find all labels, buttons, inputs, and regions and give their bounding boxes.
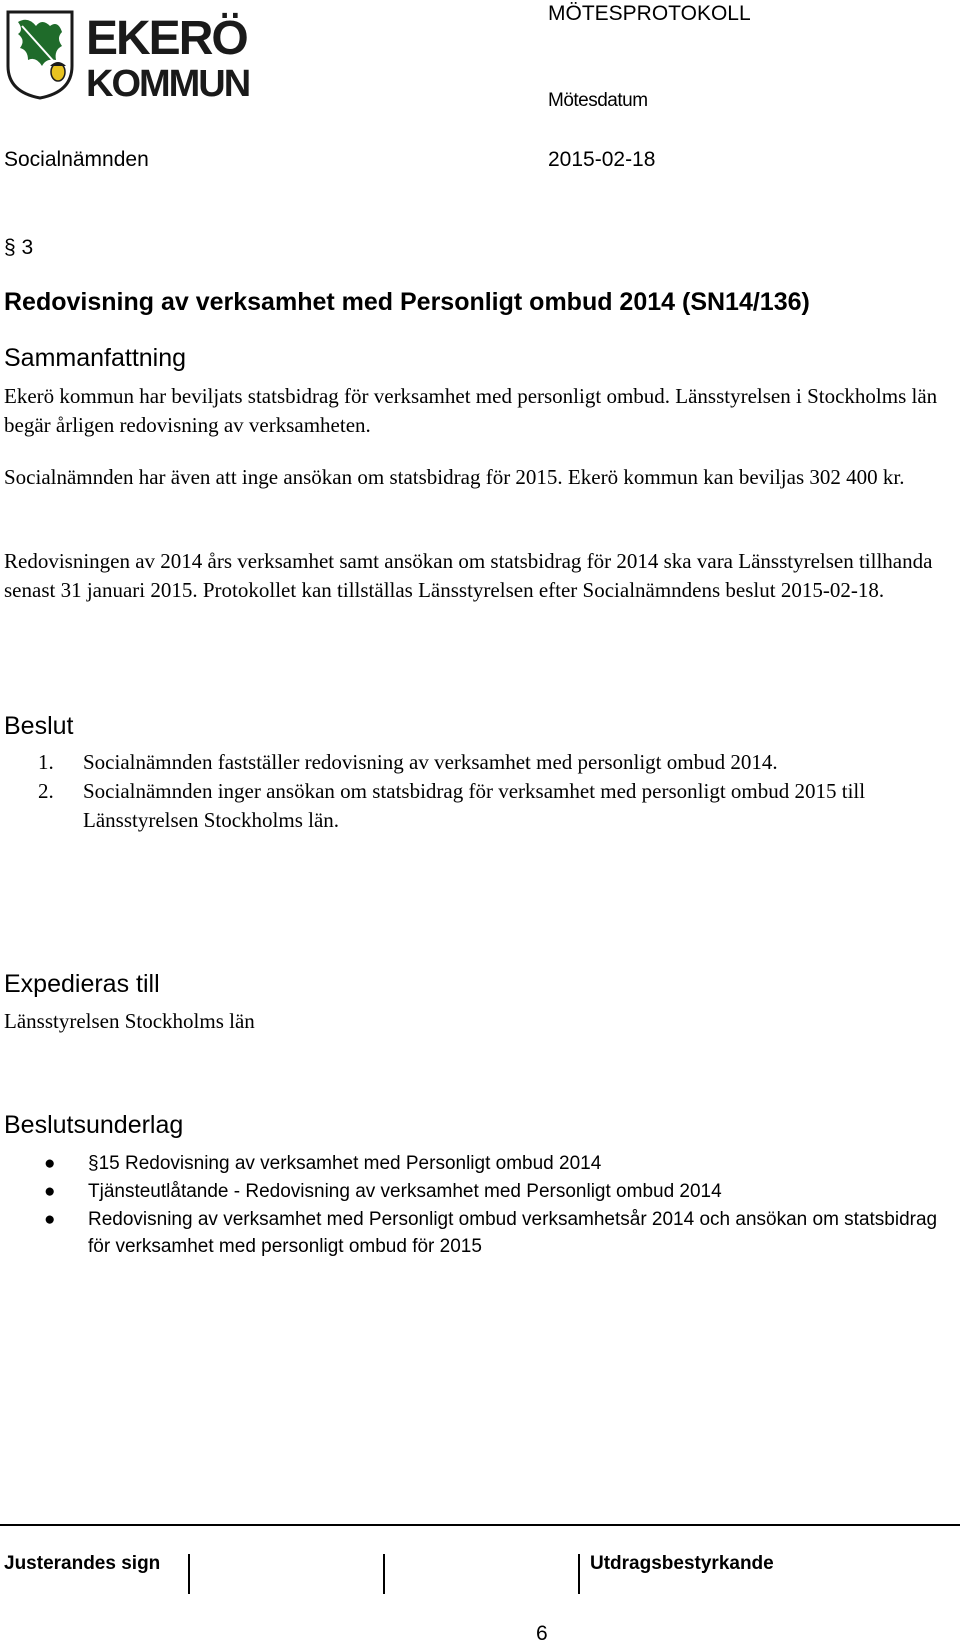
summary-heading: Sammanfattning	[4, 344, 187, 372]
page-number: 6	[536, 1622, 548, 1645]
document-type: MÖTESPROTOKOLL	[548, 2, 751, 25]
summary-paragraph: Socialnämnden har även att inge ansökan om statsbidrag för 2015. Ekerö kommun kan beviljas 302 400 kr.	[4, 465, 905, 489]
meeting-date-label: Mötesdatum	[548, 90, 648, 111]
signature-label: Justerandes sign	[4, 1553, 161, 1574]
bullet-icon: ●	[44, 1181, 56, 1202]
meeting-date: 2015-02-18	[548, 148, 656, 171]
decision-item-text: Socialnämnden fastställer redovisning av verksamhet med personligt ombud 2014.	[83, 750, 778, 774]
signature-field-divider	[578, 1554, 580, 1594]
decision-item-text: Socialnämnden inger ansökan om statsbidrag för verksamhet med personligt ombud 2015 till Länsstyrelsen Stockholms län.	[83, 779, 866, 832]
expedition-heading: Expedieras till	[4, 970, 160, 998]
footer-divider	[0, 1524, 960, 1526]
decision-basis-heading: Beslutsunderlag	[4, 1111, 184, 1139]
signature-field-divider	[188, 1554, 190, 1594]
bullet-icon: ●	[44, 1209, 56, 1230]
summary-paragraph: Redovisningen av 2014 års verksamhet samt ansökan om statsbidrag för 2014 ska vara Länsstyrelsen tillhanda senast 31 januari 2015. Protokollet kan tillställas Länsstyrelsen efter Socialnämndens beslut 2015-02-18.	[4, 549, 933, 602]
summary-paragraph: Ekerö kommun har beviljats statsbidrag för verksamhet med personligt ombud. Länsstyrelsen i Stockholms län begär årligen redovisning av verksamheten.	[4, 384, 938, 437]
municipality-crest-icon	[6, 8, 278, 100]
bullet-icon: ●	[44, 1153, 56, 1174]
expedition-recipient: Länsstyrelsen Stockholms län	[4, 1009, 255, 1033]
page-title: Redovisning av verksamhet med Personligt ombud 2014 (SN14/136)	[4, 288, 810, 316]
list-item-text: Tjänsteutlåtande - Redovisning av verksamhet med Personligt ombud 2014	[88, 1181, 722, 1202]
signature-field-divider	[383, 1554, 385, 1594]
decision-item-number: 2.	[38, 779, 54, 803]
certification-label: Utdragsbestyrkande	[590, 1553, 774, 1574]
ekero-kommun-logo	[6, 8, 278, 100]
section-number: § 3	[4, 236, 34, 259]
committee-name: Socialnämnden	[4, 148, 149, 171]
list-item-text: §15 Redovisning av verksamhet med Personligt ombud 2014	[88, 1153, 602, 1174]
decision-heading: Beslut	[4, 712, 74, 740]
logo-wordmark-line1: EKERÖ	[86, 12, 247, 65]
list-item-text: Redovisning av verksamhet med Personligt ombud verksamhetsår 2014 och ansökan om statsbidrag för verksamhet med personligt ombud för 2015	[88, 1209, 938, 1257]
logo-wordmark-line2: KOMMUN	[86, 63, 250, 100]
decision-item-number: 1.	[38, 750, 54, 774]
